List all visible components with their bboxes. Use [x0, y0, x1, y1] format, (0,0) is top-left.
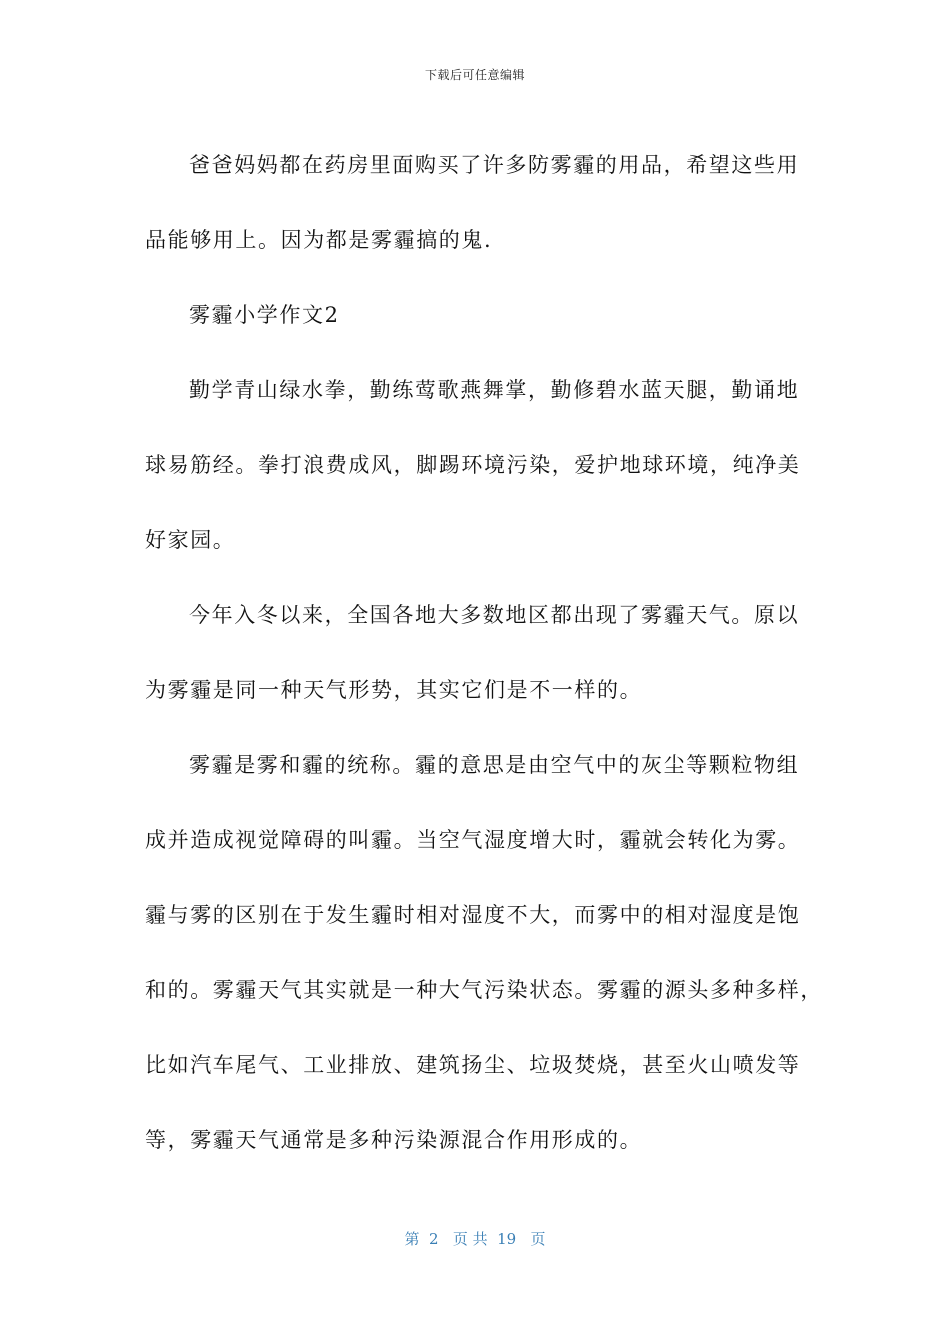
paragraph-line: 成并造成视觉障碍的叫霾。当空气湿度增大时，霾就会转化为雾。 — [145, 828, 801, 852]
paragraph-line: 比如汽车尾气、工业排放、建筑扬尘、垃圾焚烧，甚至火山喷发等 — [145, 1053, 801, 1077]
paragraph-line: 爸爸妈妈都在药房里面购买了许多防雾霾的用品，希望这些用 — [189, 153, 800, 177]
section-title: 雾霾小学作文2 — [189, 303, 340, 327]
paragraph-line: 今年入冬以来，全国各地大多数地区都出现了雾霾天气。原以 — [189, 603, 800, 627]
document-body — [145, 128, 823, 1178]
paragraph-line: 和的。雾霾天气其实就是一种大气污染状态。雾霾的源头多种多样， — [145, 978, 823, 1002]
paragraph-line: 勤学青山绿水拳，勤练莺歌燕舞掌，勤修碧水蓝天腿，勤诵地 — [189, 378, 800, 402]
paragraph-line: 球易筋经。拳打浪费成风，脚踢环境污染，爱护地球环境，纯净美 — [145, 453, 801, 477]
page-number-footer: 第 2 页 共 19 页 — [404, 1230, 546, 1248]
paragraph-line: 品能够用上。因为都是雾霾搞的鬼. — [145, 228, 493, 252]
page-header: 下载后可任意编辑 — [424, 68, 525, 82]
paragraph-line: 雾霾是雾和霾的统称。霾的意思是由空气中的灰尘等颗粒物组 — [189, 753, 800, 777]
paragraph-line: 好家园。 — [145, 528, 236, 552]
paragraph-line: 为雾霾是同一种天气形势，其实它们是不一样的。 — [145, 678, 643, 702]
paragraph-line: 等，雾霾天气通常是多种污染源混合作用形成的。 — [145, 1128, 643, 1152]
paragraph-line: 霾与雾的区别在于发生霾时相对湿度不大，而雾中的相对湿度是饱 — [145, 903, 801, 927]
